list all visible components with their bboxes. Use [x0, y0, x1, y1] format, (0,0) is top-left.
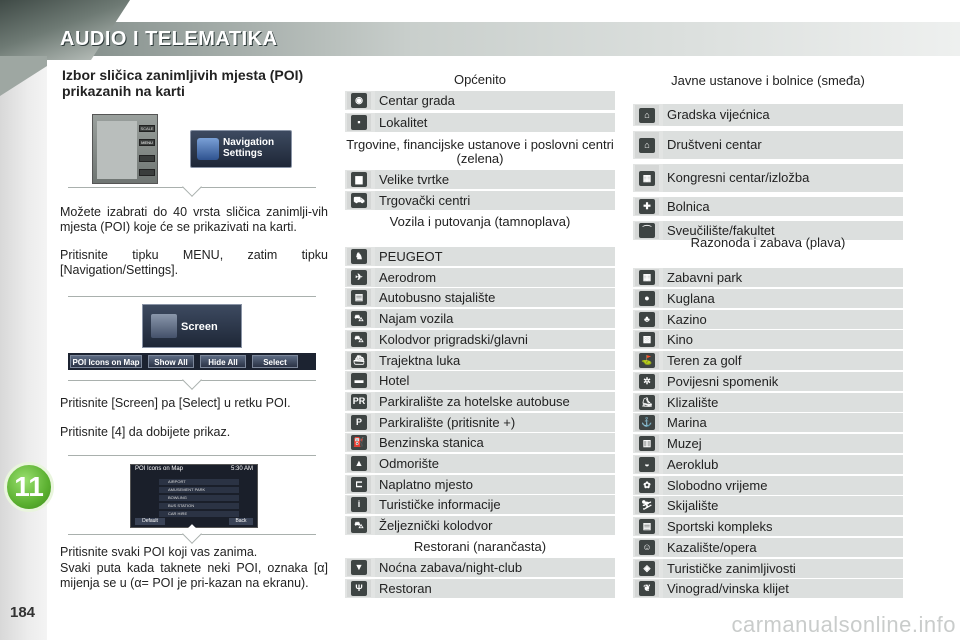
- museum-icon: ▥: [639, 436, 655, 451]
- poi-icon-cell: [635, 311, 659, 328]
- poi-row-marina: [633, 413, 903, 432]
- poi-row-convention-centre: [633, 164, 903, 192]
- paragraph-menu: Pritisnite tipku MENU, zatim tipku [Navigation/Settings].: [60, 248, 328, 277]
- poi-label: Centar grada: [375, 91, 615, 110]
- poi-label: Noćna zabava/night-club: [375, 558, 615, 577]
- device-screenshot: [92, 114, 158, 184]
- poi-icon-cell: [635, 580, 659, 597]
- group-heading: Vozila i putovanja (tamnoplava): [389, 214, 571, 229]
- poi-row-aeroclub: [633, 455, 903, 474]
- poi-screen-time: 5:30 AM: [230, 466, 253, 472]
- poi-row-rail-station: [345, 330, 615, 349]
- device-button: [139, 155, 155, 162]
- poi-row-community-centre: [633, 131, 903, 159]
- poi-icon-cell: [347, 192, 371, 209]
- peugeot-lion-icon: ♞: [351, 249, 367, 264]
- locality-icon: ▪: [351, 115, 367, 130]
- poi-icon-cell: [635, 165, 659, 191]
- poi-label: Odmorište: [375, 454, 615, 473]
- poi-label: Parkiralište za hotelske autobuse: [375, 392, 615, 411]
- poi-icon-cell: [635, 290, 659, 307]
- poi-icon-cell: [347, 248, 371, 265]
- menu-button: MENU: [139, 139, 155, 146]
- poi-icon-cell: [347, 559, 371, 576]
- poi-label: Bolnica: [663, 197, 903, 216]
- ferry-terminal-icon: ⛴: [351, 353, 367, 368]
- divider: [68, 455, 316, 456]
- poi-label: Gradska vijećnica: [663, 104, 903, 126]
- poi-row-parking: [345, 413, 615, 432]
- poi-label: Lokalitet: [375, 113, 615, 132]
- screen-icon: [151, 314, 177, 338]
- poi-label: Kolodvor prigradski/glavni: [375, 330, 615, 349]
- poi-label: Povijesni spomenik: [663, 372, 903, 391]
- bowling-icon: ●: [639, 291, 655, 306]
- poi-icon-cell: [635, 435, 659, 452]
- poi-label: Kuglana: [663, 289, 903, 308]
- city-centre-icon: ◉: [351, 93, 367, 108]
- poi-label: Turističke informacije: [375, 495, 615, 514]
- poi-screen-title: POI Icons on Map: [135, 466, 184, 472]
- navigation-settings-button-screenshot: [190, 130, 292, 168]
- softkey-hide-all: Hide All: [200, 355, 246, 368]
- poi-label: Najam vozila: [375, 309, 615, 328]
- poi-row-company: [345, 170, 615, 189]
- poi-icon-cell: [635, 198, 659, 215]
- sports-complex-icon: ▤: [639, 519, 655, 534]
- poi-label: Trgovački centri: [375, 191, 615, 210]
- softkey-poi-icons: POI Icons on Map: [70, 355, 142, 368]
- poi-label: Sveučilište/fakultet: [663, 221, 903, 240]
- poi-row-museum: [633, 434, 903, 453]
- poi-row-casino: [633, 310, 903, 329]
- cinema-icon: ▩: [639, 332, 655, 347]
- poi-row-monument: [633, 372, 903, 391]
- poi-label: Kino: [663, 330, 903, 349]
- university-icon: ⌒: [639, 223, 655, 238]
- tourist-attraction-icon: ◈: [639, 561, 655, 576]
- page-title: AUDIO I TELEMATIKA: [60, 28, 278, 50]
- poi-row-hotel: [345, 371, 615, 390]
- company-icon: ▆: [351, 172, 367, 187]
- poi-row-city-centre: [345, 91, 615, 110]
- poi-label: Skijalište: [663, 496, 903, 515]
- device-button: [139, 169, 155, 176]
- poi-row-railway-station: [345, 516, 615, 535]
- tourist-info-icon: i: [351, 497, 367, 512]
- ski-icon: ⛷: [639, 498, 655, 513]
- casino-icon: ♣: [639, 312, 655, 327]
- aeroclub-icon: ◒: [639, 457, 655, 472]
- poi-label: Kongresni centar/izložba: [663, 164, 903, 192]
- hotel-icon: ▬: [351, 373, 367, 388]
- poi-row-amusement-park: [633, 268, 903, 287]
- nav-button-line2: Settings: [223, 148, 263, 159]
- poi-row-airport: [345, 268, 615, 287]
- poi-screen-default: Default: [135, 518, 165, 525]
- poi-icon-cell: [347, 171, 371, 188]
- poi-icon-cell: [347, 476, 371, 493]
- left-sidebar-strip: [0, 0, 47, 640]
- poi-row-cinema: [633, 330, 903, 349]
- theatre-icon: ☺: [639, 540, 655, 555]
- marina-icon: ⚓: [639, 415, 655, 430]
- poi-label: Parkiralište (pritisnite +): [375, 413, 615, 432]
- poi-label: Marina: [663, 413, 903, 432]
- poi-icon-cell: [347, 92, 371, 109]
- vineyard-icon: ❦: [639, 581, 655, 596]
- poi-row-ice-rink: [633, 393, 903, 412]
- poi-icon-cell: [347, 517, 371, 534]
- parking-icon: P: [351, 415, 367, 430]
- poi-icon-cell: [635, 269, 659, 286]
- poi-label: Muzej: [663, 434, 903, 453]
- poi-label: Hotel: [375, 371, 615, 390]
- poi-label: Kazalište/opera: [663, 538, 903, 557]
- group-heading: Restorani (narančasta): [413, 539, 547, 554]
- ice-rink-icon: ⛸: [639, 395, 655, 410]
- screen-button-screenshot: [142, 304, 242, 348]
- poi-icon-cell: [347, 114, 371, 131]
- watermark: carmanualsonline.info: [731, 612, 956, 637]
- group-heading: Općenito: [453, 72, 507, 87]
- poi-icon-cell: [347, 372, 371, 389]
- navigation-icon: [197, 138, 219, 160]
- poi-label: Teren za golf: [663, 351, 903, 370]
- list-item: AMUSEMENT PARK: [159, 487, 239, 493]
- poi-label: Sportski kompleks: [663, 517, 903, 536]
- list-item: AIRPORT: [159, 479, 239, 485]
- poi-icon-cell: [635, 539, 659, 556]
- poi-label: Vinograd/vinska klijet: [663, 579, 903, 598]
- poi-icon-cell: [635, 414, 659, 431]
- poi-icon-cell: [635, 456, 659, 473]
- railway-station-icon: ⛍: [351, 518, 367, 533]
- softkey-select: Select: [252, 355, 298, 368]
- poi-row-bowling: [633, 289, 903, 308]
- poi-row-car-rental: [345, 309, 615, 328]
- poi-screen-back: Back: [229, 518, 253, 525]
- paragraph-intro: Možete izabrati do 40 vrsta sličica zanimlji-vih mjesta (POI) koje će se prikazivati na karti.: [60, 205, 328, 234]
- poi-label: Aerodrom: [375, 268, 615, 287]
- divider: [68, 296, 316, 297]
- poi-label: Slobodno vrijeme: [663, 476, 903, 495]
- car-rental-icon: ⛍: [351, 311, 367, 326]
- poi-icon-cell: [347, 331, 371, 348]
- poi-label: PEUGEOT: [375, 247, 615, 266]
- monument-icon: ✲: [639, 374, 655, 389]
- poi-row-nightclub: [345, 558, 615, 577]
- screen-button-label: Screen: [181, 321, 218, 333]
- poi-icon-cell: [347, 289, 371, 306]
- section-heading: Izbor sličica zanimljivih mjesta (POI) prikazanih na karti: [62, 67, 304, 99]
- poi-label: Benzinska stanica: [375, 433, 615, 452]
- coach-parking-icon: PR: [351, 394, 367, 409]
- poi-label: Restoran: [375, 579, 615, 598]
- poi-icon-cell: [635, 394, 659, 411]
- town-hall-icon: ⌂: [639, 108, 655, 123]
- poi-row-tourist-info: [345, 495, 615, 514]
- shopping-centre-icon: ⛟: [351, 193, 367, 208]
- poi-icon-cell: [635, 373, 659, 390]
- rest-area-icon: ▲: [351, 456, 367, 471]
- poi-icon-cell: [347, 269, 371, 286]
- bus-stop-icon: ▤: [351, 290, 367, 305]
- group-heading: Trgovine, financijske ustanove i poslovni centri (zelena): [346, 137, 614, 166]
- list-item: BOWLING: [159, 495, 239, 501]
- amusement-park-icon: ▦: [639, 270, 655, 285]
- poi-icon-cell: [347, 580, 371, 597]
- poi-icon-cell: [347, 414, 371, 431]
- poi-label: Kazino: [663, 310, 903, 329]
- poi-icon-cell: [347, 434, 371, 451]
- poi-row-ferry-terminal: [345, 351, 615, 370]
- poi-label: Velike tvrtke: [375, 170, 615, 189]
- poi-icon-cell: [347, 393, 371, 410]
- rail-station-icon: ⛍: [351, 332, 367, 347]
- poi-label: Klizalište: [663, 393, 903, 412]
- device-screen: [97, 121, 137, 179]
- poi-label: Društveni centar: [663, 131, 903, 159]
- poi-list-screenshot: [130, 464, 258, 528]
- softkey-show-all: Show All: [148, 355, 194, 368]
- divider-notch: [182, 370, 202, 390]
- poi-icon-cell: [635, 105, 659, 125]
- poi-label: Autobusno stajalište: [375, 288, 615, 307]
- divider-notch: [182, 177, 202, 197]
- poi-icon-cell: [635, 352, 659, 369]
- paragraph-screen-select: Pritisnite [Screen] pa [Select] u retku POI.: [60, 396, 291, 410]
- nightclub-icon: ▼: [351, 560, 367, 575]
- poi-label: Naplatno mjesto: [375, 475, 615, 494]
- poi-icon-cell: [635, 331, 659, 348]
- poi-row-coach-parking: [345, 392, 615, 411]
- golf-icon: ⛳: [639, 353, 655, 368]
- poi-icon-cell: [347, 352, 371, 369]
- poi-row-theatre: [633, 538, 903, 557]
- poi-row-ski: [633, 496, 903, 515]
- paragraph-press-4: Pritisnite [4] da dobijete prikaz.: [60, 425, 231, 439]
- poi-row-petrol-station: [345, 433, 615, 452]
- poi-icon-cell: [635, 560, 659, 577]
- poi-row-golf: [633, 351, 903, 370]
- poi-icon-cell: [347, 496, 371, 513]
- toll-icon: ⊏: [351, 477, 367, 492]
- poi-row-vineyard: [633, 579, 903, 598]
- group-heading: Razonoda i zabava (plava): [690, 235, 846, 250]
- poi-row-sports-complex: [633, 517, 903, 536]
- paragraph-press-poi: Pritisnite svaki POI koji vas zanima.: [60, 545, 258, 559]
- poi-row-peugeot-lion: [345, 247, 615, 266]
- poi-row-town-hall: [633, 104, 903, 126]
- poi-row-tourist-attraction: [633, 559, 903, 578]
- poi-row-bus-stop: [345, 288, 615, 307]
- nav-button-line1: Navigation: [223, 137, 275, 148]
- poi-row-shopping-centre: [345, 191, 615, 210]
- poi-softkey-bar-screenshot: [68, 353, 316, 370]
- poi-label: Trajektna luka: [375, 351, 615, 370]
- poi-row-leisure: [633, 476, 903, 495]
- poi-row-rest-area: [345, 454, 615, 473]
- community-centre-icon: ⌂: [639, 138, 655, 153]
- poi-icon-cell: [347, 310, 371, 327]
- list-item: CAR HIRE: [159, 511, 239, 517]
- poi-row-restaurant: [345, 579, 615, 598]
- poi-row-hospital: [633, 197, 903, 216]
- poi-row-toll: [345, 475, 615, 494]
- hospital-icon: ✚: [639, 199, 655, 214]
- list-item: BUS STATION: [159, 503, 239, 509]
- page-number: 184: [10, 604, 36, 621]
- poi-label: Zabavni park: [663, 268, 903, 287]
- airport-icon: ✈: [351, 270, 367, 285]
- poi-icon-cell: [635, 477, 659, 494]
- poi-label: Turističke zanimljivosti: [663, 559, 903, 578]
- poi-label: Aeroklub: [663, 455, 903, 474]
- poi-icon-cell: [347, 455, 371, 472]
- poi-icon-cell: [635, 132, 659, 158]
- poi-label: Željeznički kolodvor: [375, 516, 615, 535]
- poi-icon-cell: [635, 518, 659, 535]
- petrol-station-icon: ⛽: [351, 435, 367, 450]
- restaurant-icon: Ψ: [351, 581, 367, 596]
- group-heading: Javne ustanove i bolnice (smeđa): [671, 73, 865, 88]
- poi-row-locality: [345, 113, 615, 132]
- paragraph-toggle-mark: Svaki puta kada taknete neki POI, oznaka [α] mijenja se u (α= POI je pri-kazan na ekranu).: [60, 561, 328, 590]
- convention-centre-icon: ▦: [639, 171, 655, 186]
- leisure-icon: ✿: [639, 478, 655, 493]
- scale-button: SCALE: [140, 126, 154, 131]
- chapter-badge: 11: [4, 462, 54, 512]
- poi-icon-cell: [635, 497, 659, 514]
